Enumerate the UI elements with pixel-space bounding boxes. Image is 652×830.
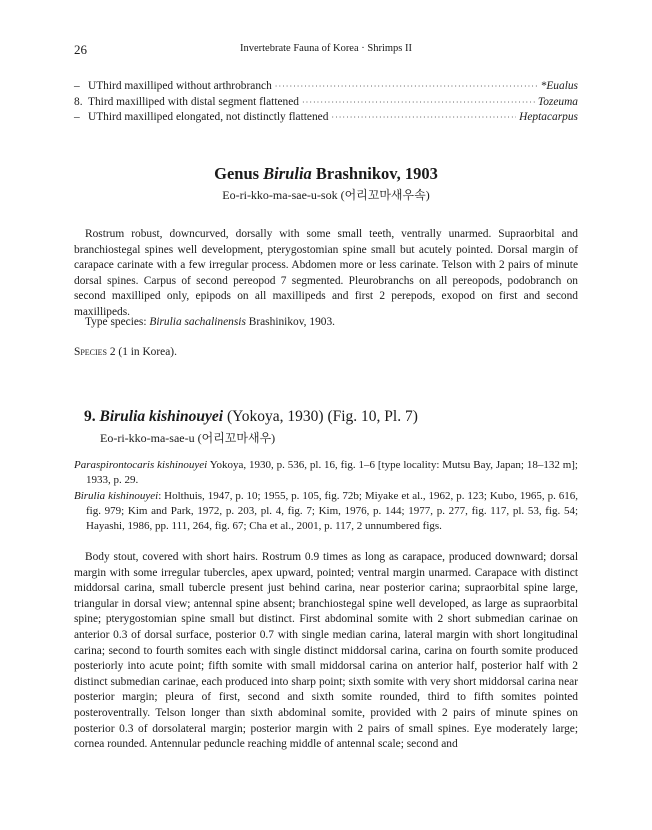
- genus-name: Birulia: [263, 164, 312, 183]
- synonym-name: Paraspirontocaris kishinouyei: [74, 459, 208, 471]
- synonym-references: : Holthuis, 1947, p. 10; 1955, p. 105, fig. 72b; Miyake et al., 1962, p. 123; Kubo, 1965, p. 616, fig. 979; Kim and Park, 1972, p. 203, pl. 4, fig. 7; Kim, 1976, p. 144; 1977, p. 277, fig. 117, pl. 53, fig. 54; Hayashi, 1986, pp. 111, 264, fig. 67; Cha et al., 2001, p. 117, 2 unnumbered figs.: [86, 490, 579, 533]
- genus-author: Brashnikov, 1903: [311, 164, 438, 183]
- page-header: [74, 42, 578, 58]
- species-korean-name: Eo-ri-kko-ma-sae-u (어리꼬마새우): [100, 431, 276, 445]
- key-leader-dots: [275, 79, 538, 95]
- genus-description: Rostrum robust, downcurved, dorsally with some small teeth, ventrally unarmed. Supraorbital and branchiostegal spines well development, pterygostomian spine small but acutely pointed. Dorsal margin of carapace carinate with a few irregular process. Abdomen more or less carinate. Telson with 2 pairs of minute dorsal spines. Carpus of second pereopod 7 segmented. Pleurobranchs on all pereopods, podobranch on second maxilliped only, epipods on all maxillipeds and first 2 perepods, exopod on first and second maxillipeds.: [74, 228, 578, 318]
- synonymy-text: [74, 489, 578, 535]
- species-count-value: 2 (1 in Korea).: [107, 346, 177, 358]
- page-number: 26: [74, 42, 87, 57]
- key-taxon: *Eualus: [540, 80, 578, 92]
- type-species-author: Brashinikov, 1903.: [245, 316, 336, 328]
- genus-title: [0, 164, 652, 184]
- key-row: [74, 110, 578, 126]
- species-count: [74, 345, 578, 361]
- species-heading: [84, 408, 418, 426]
- key-character: UThird maxilliped without arthrobranch: [88, 80, 272, 92]
- key-taxon: Tozeuma: [537, 95, 578, 108]
- synonym-name: Birulia kishinouyei: [74, 490, 159, 502]
- species-number: 9.: [84, 408, 100, 425]
- key-couplet-number: –: [74, 111, 80, 123]
- key-character: Third maxilliped with distal segment flattened: [88, 95, 299, 108]
- key-leader-dots: [331, 110, 516, 126]
- running-title: Invertebrate Fauna of Korea · Shrimps II: [239, 43, 413, 54]
- key-leader-dots: [302, 95, 535, 111]
- species-label: Species: [74, 346, 108, 358]
- key-taxon: Heptacarpus: [519, 111, 578, 123]
- key-couplet-number: –: [74, 80, 80, 92]
- genus-korean-name: Eo-ri-kko-ma-sae-u-sok (어리꼬마새우속): [222, 188, 430, 202]
- key-couplet-number: 8.: [74, 95, 83, 108]
- synonymy-text: [74, 458, 578, 488]
- key-character: UThird maxilliped elongated, not distinctly flattened: [88, 111, 329, 123]
- synonymy-entry: [74, 489, 578, 535]
- type-species: [74, 315, 578, 331]
- species-author: (Yokoya, 1930) (Fig. 10, Pl. 7): [223, 408, 418, 425]
- species-description: Body stout, covered with short hairs. Rostrum 0.9 times as long as carapace, produced downward; dorsal margin with some irregular tubercles, apex upward, pointed; ventral margin unarmed. Carapace with distinct middorsal carina, small tubercle present just behind carina, near posterior carina; supraorbital spine large, triangular in dorsal view; antennal spine absent; branchiostegal spine well developed, as large as supraorbital spine; pterygostomian spine small but distinct. First abdominal somite with 2 short submedian carinae on anterior 0.3 of dorsal surface, posterior 0.7 with single median carina, lateral margin with short longitudinal carina; second to fourth somites each with single distinct middorsal carina, carina on fourth somite produced posteriorly into acute point; fifth somite with small middorsal carina on anterior half, posterior half with 2 distinct submedian carinae, each produced into sharp point; sixth somite with very short middorsal carina near posterior margin; pleura of first, second and sixth somite rounded, third to fifth somites pointed posteroventrally. Telson longer than sixth abdominal somite, provided with 2 pairs of minute spines on posterior 0.3 of dorsolateral margin; posterior margin with 2 pairs of small spines. Eye moderately large; cornea rounded. Antennular peduncle reaching middle of antennal scale; second and: [74, 551, 578, 751]
- synonymy-entry: [74, 458, 578, 488]
- genus-prefix: Genus: [214, 164, 264, 183]
- species-name: Birulia kishinouyei: [99, 408, 224, 425]
- identification-key: [74, 79, 578, 126]
- type-species-name: Birulia sachalinensis: [149, 316, 246, 328]
- synonym-references: Yokoya, 1930, p. 536, pl. 16, fig. 1–6 [type locality: Mutsu Bay, Japan; 18–132 m]; 1933, p. 29.: [86, 459, 578, 487]
- key-row: [74, 79, 578, 95]
- type-species-label: Type species:: [85, 316, 150, 328]
- key-row: [74, 95, 578, 111]
